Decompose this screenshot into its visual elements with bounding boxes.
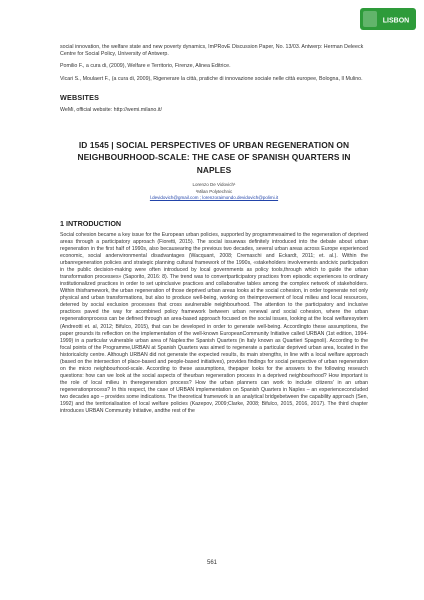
author-emails[interactable]: l.devidovich@gmail.com ; lorenzoraimondo.devidovich@polimi.it xyxy=(149,194,279,200)
conference-logo-icon xyxy=(360,8,416,30)
website-entry: WeMi, official website: http://wemi.milano.it/ xyxy=(60,106,162,113)
page-number: 561 xyxy=(206,560,217,566)
logo-text: LISBON xyxy=(382,17,410,25)
conference-logo xyxy=(360,8,416,30)
paper-affiliation: ¹Milan Polytechnic xyxy=(195,188,233,194)
introduction-heading: 1 INTRODUCTION xyxy=(60,218,122,228)
introduction-text: Social cohesion became a key issue for the European urban policies, supported by programmesaimed to the regeneration of deprived areas through a participatory approach (Fioretti, 2015). The social issuewas definitely introduced into the debate about urban regeneration in the first half of 1990s, also becausearing the previous two decades, several urban areas across Europe experienced economic, social andenvironmental disadvantages (Wacquant, 2008; Cremaschi and Eckardt, 2011; et. al.). Within the urbanregeneration policies and strategic planning cultural framework of the 1990s, «stakeholders involvements andcivic participation in the public decision-making were often introduced by local governments as policy tools,through which to guide the urban transformation processes» (Saporito, 2016: 8). The trend was to convertparticipatory practices from episodic experiences to ordinary institutionalized practices in order to set upinclusive practices and collaborative tables among the complex network of stakeholders. Within thisframework, the urban regeneration of those deprived urban areas looks at the social cohesion, in order togenerate not only physical and urban transformations, but also to produce well-being, working on theimprovement of local milieu and local resources, deterred by social exclusion processes that cross avulnerable neighbourhood. The attention to the participatory and inclusive practices paved the way for acombined policy framework between urban renewal and social cohesion, where the urban regenerationprocess can be defined through an area-based approach focused on the social issues, looking at the local welfaresystem (Andreotti et. al, 2012; Bifulco, 2015), that can be developed in order to generate well-being. Accordingto these assumptions, the paper grounds its reflection on the implementation of the well-known EuropeanCommunity Initiative called URBAN (1st edition, 1994-1999) in a particular vulnerable urban area of Naples:the Spanish Quarters (in Italy known as Quartieri Spagnoli). According to the focal points of the Programme,URBAN at Spanish Quarters was aimed to regenerate a particular deprived urban area, located in the historicalcity centre. Although URBAN did not generate the expected results, its main strengths, in line with a local welfare approach (based on the intersection of place-based and people-based initiatives), provides findings for social perspective of urban regeneration on the micro neighbourhood-scale. According to these assumptions, thepaper looks for the answers to the following research questions: how can we look at the social aspects of theurban regeneration process in a deprived neighbourhood? How important is the role of local milieu in theregeneration process? How the urban planners can work to include citizens' in an urban regenerationprocess? In this respect, the case of URBAN implementation on Spanish Quarters in Naples – an experienceconcluded two decades ago – provides some indications. The theoretical framework is an analytical bridgebetween the capability approach (Sen, 1992) and the territorialisation of local welfare policies (Kazepov, 2009;Clarke, 2008; Bifulco, 2015, 2016, 2017). The third chapter introduces URBAN Community Initiative, andthe rest of the xyxy=(60,231,368,415)
page-content xyxy=(60,44,368,415)
reference-entry: social innovation, the welfare state and new poverty dynamics, ImPRovE Discussion Paper, No. 13/03. Antwerp: Herman Deleeck Centre for Social Policy, University of Antwerp. xyxy=(60,44,364,58)
websites-heading: WEBSITES xyxy=(60,92,100,102)
paper-title: ID 1545 | SOCIAL PERSPECTIVES OF URBAN REGENERATION ON NEIGHBOURHOOD-SCALE: THE CASE OF SPANISH QUARTERS IN NAPLES xyxy=(77,139,351,175)
reference-entry: Vicari S., Moulaert F., (a cura di, 2009), Rigenerare la città, pratiche di innovazione sociale nelle città europee, Bologna, Il Mulino. xyxy=(60,75,363,82)
paper-author: Lorenzo De Vidovich¹ xyxy=(192,182,236,188)
reference-entry: Pomilio F., a cura di, (2009), Welfare e Territorio, Firenze, Alinea Editrice. xyxy=(60,63,231,70)
